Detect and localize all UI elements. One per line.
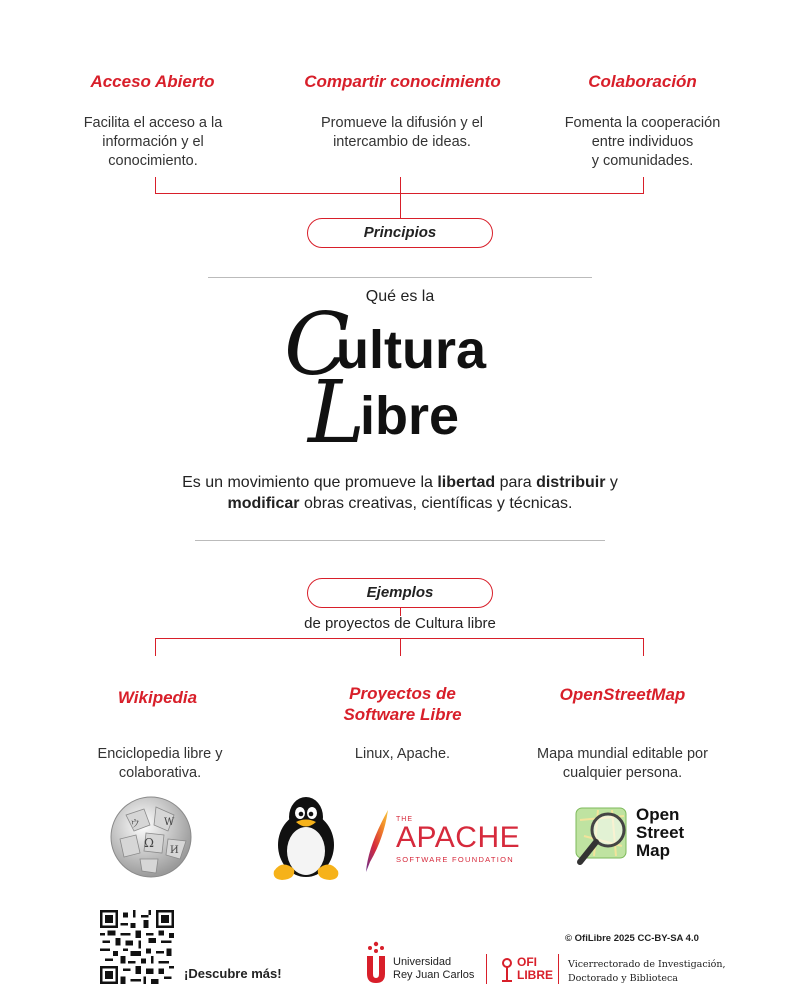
linux-tux-icon <box>270 795 342 881</box>
urjc-name: Universidad Rey Juan Carlos <box>393 956 475 981</box>
title-word-libre-rest: ibre <box>360 386 460 446</box>
examples-pill: Ejemplos <box>307 578 493 608</box>
discover-more[interactable]: ¡Descubre más! <box>184 966 282 981</box>
principles-pill: Principios <box>307 218 493 248</box>
apache-the: THE <box>396 816 413 823</box>
title-initial-l: L <box>308 363 366 463</box>
apache-feather-icon <box>362 808 392 874</box>
svg-text:И: И <box>170 845 179 856</box>
ofilibre-wordmark: OFI LIBRE <box>517 955 553 982</box>
vicerrectorado: Vicerrectorado de Investigación, Doctorado y Biblioteca <box>568 959 726 984</box>
principle-title-sharing: Compartir conocimiento <box>304 72 501 91</box>
osm-wordmark: Open Street Map <box>636 805 685 860</box>
ofilibre-logo-icon <box>499 957 515 983</box>
connector-line <box>643 638 644 656</box>
examples-subtitle: de proyectos de Cultura libre <box>304 615 496 632</box>
connector-line <box>400 177 401 194</box>
example-desc-wikipedia: Enciclopedia libre y colaborativa. <box>97 746 223 781</box>
urjc-crest-icon <box>364 940 388 984</box>
principle-desc-open-access: Facilita el acceso a la información y el conocimiento. <box>83 115 223 169</box>
example-title-wikipedia: Wikipedia <box>117 688 198 707</box>
copyright: © OfiLibre 2025 CC-BY-SA 4.0 <box>565 933 699 944</box>
principle-desc-sharing: Promueve la difusión y el intercambio de ideas. <box>321 115 483 150</box>
footer-divider <box>486 954 487 984</box>
connector-line <box>400 194 401 219</box>
title-initial-c: C <box>284 295 350 395</box>
svg-text:Ω: Ω <box>144 836 154 850</box>
principle-desc-collaboration: Fomenta la cooperación entre individuos y comunidades. <box>564 115 721 169</box>
example-desc-software: Linux, Apache. <box>354 746 451 762</box>
connector-line <box>155 177 156 194</box>
divider <box>208 277 592 278</box>
principle-title-open-access: Acceso Abierto <box>90 72 215 91</box>
title-word-cultura-rest: ultura <box>336 320 487 380</box>
connector-line <box>400 638 401 656</box>
example-title-osm: OpenStreetMap <box>559 685 686 704</box>
definition-text: Es un movimiento que promueve la libertad para distribuir y modificar obras creativas, científicas y técnicas. <box>182 474 618 512</box>
connector-line <box>643 177 644 194</box>
example-title-software: Proyectos de Software Libre <box>343 684 462 724</box>
wikipedia-globe-icon <box>106 795 196 879</box>
apache-sub: SOFTWARE FOUNDATION <box>396 855 515 864</box>
svg-text:W: W <box>164 817 175 828</box>
principle-title-collaboration: Colaboración <box>588 72 697 91</box>
footer-divider <box>558 954 559 984</box>
osm-magnifier-icon <box>574 806 636 868</box>
connector-line <box>155 638 156 656</box>
example-desc-osm: Mapa mundial editable por cualquier persona. <box>537 746 708 781</box>
divider <box>195 540 605 541</box>
apache-wordmark <box>396 816 526 864</box>
heading-pre: Qué es la <box>365 288 435 305</box>
qr-code[interactable] <box>100 910 174 984</box>
svg-text:ウ: ウ <box>130 819 140 830</box>
apache-name: APACHE <box>396 821 521 854</box>
